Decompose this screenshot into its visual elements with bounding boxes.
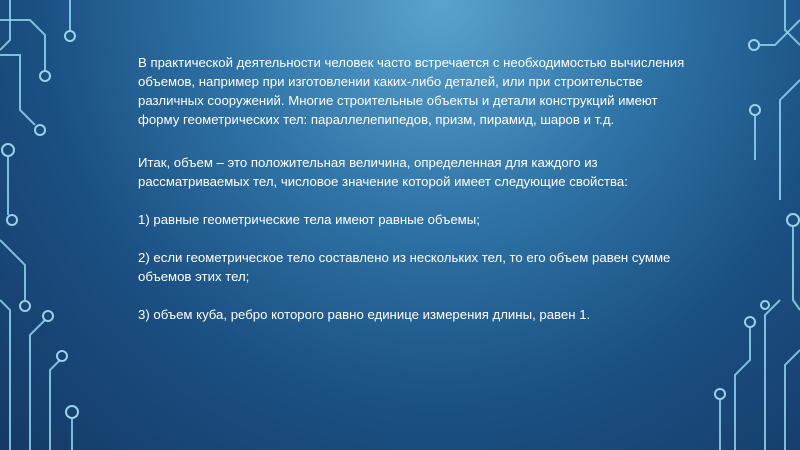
definition-paragraph: Итак, объем – это положительная величина, определенная для каждого из рассматриваемых тел, числовое значение которой имеет следующие свойства: [138,155,628,189]
circuit-pattern-right-icon [690,0,800,450]
intro-paragraph: В практической деятельности человек часто встречается с необходимостью вычисления объемов, например при изготовлении каких-либо деталей, или при строительстве различных сооружений. Многие строительные объекты и детали конструкций имеют форму геометрических тел: параллелепипедов, призм, пирамид, шаров и т.д. [138,55,685,127]
circuit-pattern-left-icon [0,0,110,450]
slide-text-body [138,53,698,324]
property-item-2: 2) если геометрическое тело составлено из нескольких тел, то его объем равен сумме объемов этих тел; [138,250,671,284]
property-item-1: 1) равные геометрические тела имеют равные объемы; [138,212,480,227]
property-item-3: 3) объем куба, ребро которого равно единице измерения длины, равен 1. [138,307,591,322]
